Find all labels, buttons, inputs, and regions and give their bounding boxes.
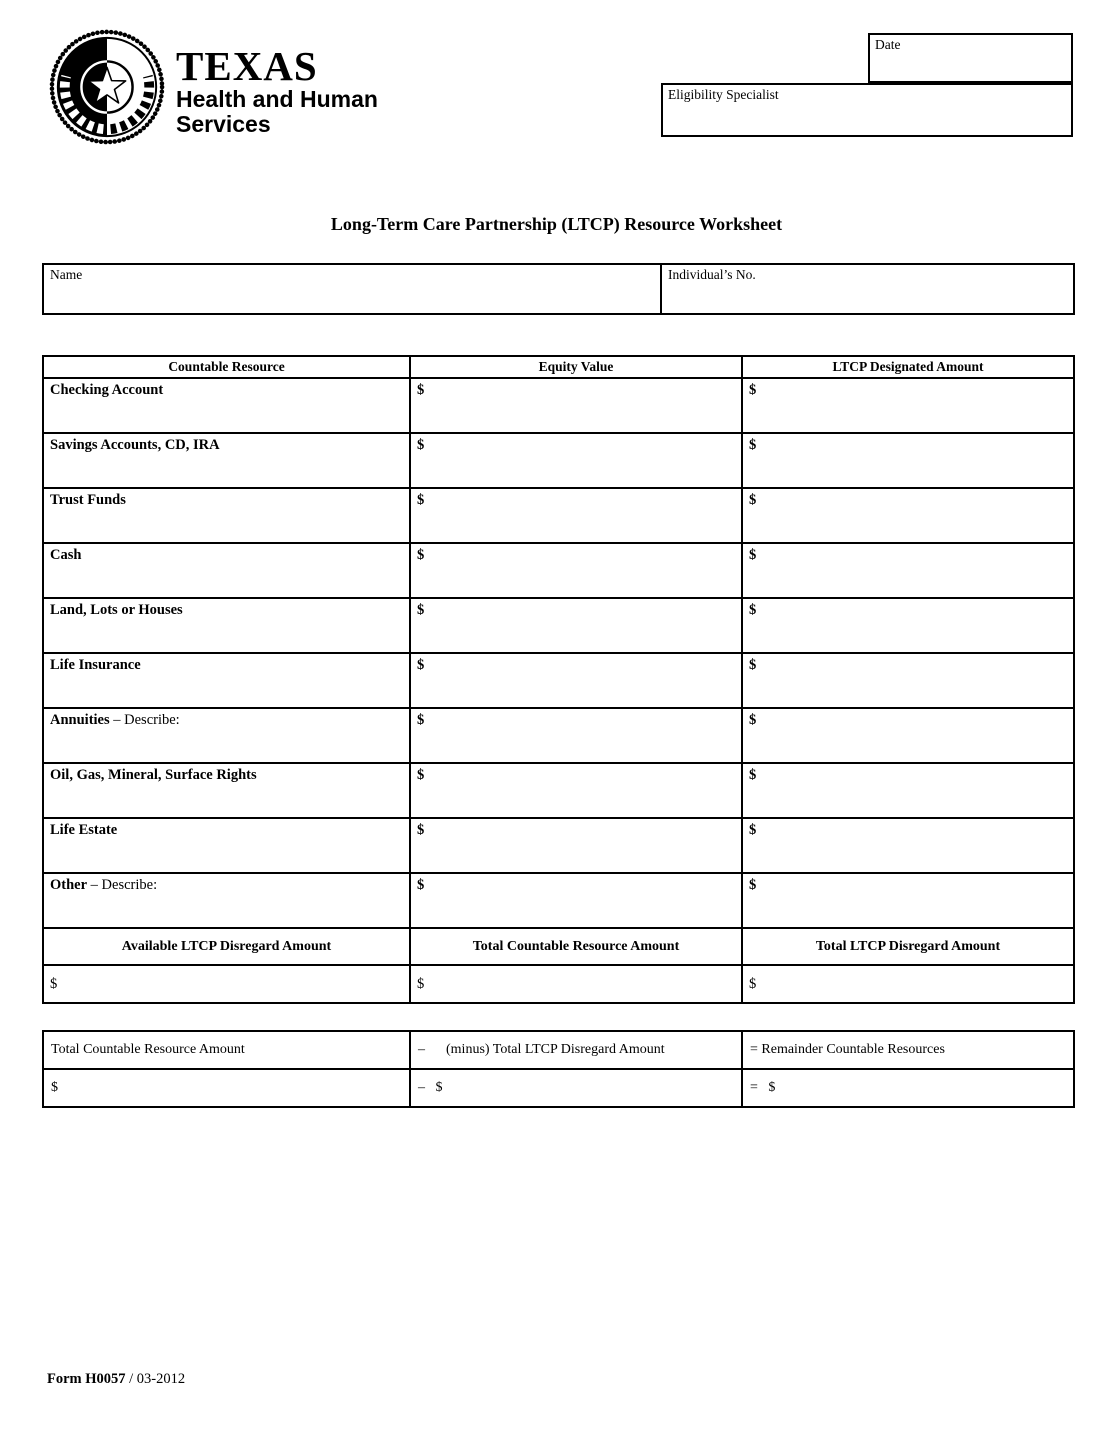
calc-minus-disregard-label: – (minus) Total LTCP Disregard Amount xyxy=(410,1031,742,1069)
dollar-sign: $ xyxy=(749,437,757,453)
dollar-sign: $ xyxy=(749,657,757,673)
individual-no-label: Individual’s No. xyxy=(668,267,756,282)
resource-label-cell xyxy=(43,873,410,928)
logo-agency-line2: Services xyxy=(176,110,271,137)
dollar-sign: $ xyxy=(417,767,425,783)
dollar-sign: $ xyxy=(749,382,757,398)
dollar-sign: $ xyxy=(417,602,425,618)
dollar-sign: $ xyxy=(749,975,757,992)
identity-row xyxy=(43,264,1074,314)
table-row xyxy=(43,653,1074,708)
calc-remainder-cell[interactable]: = $ xyxy=(742,1069,1074,1107)
dollar-sign: $ xyxy=(50,975,58,992)
ltcp-amount-cell[interactable] xyxy=(742,653,1074,708)
header-ltcp-designated-amount: LTCP Designated Amount xyxy=(742,356,1074,378)
resource-label: Life Insurance xyxy=(50,657,141,673)
ltcp-amount-cell[interactable] xyxy=(742,488,1074,543)
dollar-sign: $ xyxy=(749,767,757,783)
equity-value-cell[interactable] xyxy=(410,653,742,708)
individual-no-field[interactable] xyxy=(661,264,1074,314)
calculation-table xyxy=(42,1030,1075,1108)
eligibility-specialist-label: Eligibility Specialist xyxy=(668,87,779,102)
totals-value-row xyxy=(43,965,1074,1003)
ltcp-amount-cell[interactable] xyxy=(742,543,1074,598)
date-field[interactable] xyxy=(868,33,1073,83)
dollar-sign: $ xyxy=(749,712,757,728)
dollar-sign: $ xyxy=(749,602,757,618)
form-title: Long-Term Care Partnership (LTCP) Resource Worksheet xyxy=(330,214,783,234)
resource-label: Life Estate xyxy=(50,822,118,838)
table-row xyxy=(43,488,1074,543)
resource-label-cell xyxy=(43,433,410,488)
equity-value-cell[interactable] xyxy=(410,543,742,598)
equity-value-cell[interactable] xyxy=(410,598,742,653)
table-row xyxy=(43,708,1074,763)
header-equity-value: Equity Value xyxy=(410,356,742,378)
texas-hhs-logo xyxy=(176,43,378,137)
table-row xyxy=(43,873,1074,928)
resource-label: Cash xyxy=(50,547,82,563)
resource-table xyxy=(42,355,1075,1004)
calc-total-countable-label: Total Countable Resource Amount xyxy=(43,1031,410,1069)
calculation-value-row xyxy=(43,1069,1074,1107)
resource-label-cell xyxy=(43,653,410,708)
ltcp-amount-cell[interactable] xyxy=(742,818,1074,873)
form-revision: / 03-2012 xyxy=(125,1371,186,1387)
form-footer xyxy=(47,1371,185,1388)
table-row xyxy=(43,763,1074,818)
dollar-sign: $ xyxy=(417,492,425,508)
form-number: Form H0057 xyxy=(47,1371,126,1387)
dollar-sign: $ xyxy=(417,437,425,453)
resource-label-suffix: – Describe: xyxy=(87,877,158,893)
calc-minus-disregard-cell[interactable]: – $ xyxy=(410,1069,742,1107)
identity-table xyxy=(42,263,1075,315)
table-row xyxy=(43,378,1074,433)
total-ltcp-disregard-cell[interactable] xyxy=(742,965,1074,1003)
ltcp-amount-cell[interactable] xyxy=(742,378,1074,433)
dollar-sign: $ xyxy=(417,822,425,838)
dollar-sign: $ xyxy=(417,712,425,728)
resource-label: Other xyxy=(50,877,88,893)
header-available-ltcp-disregard: Available LTCP Disregard Amount xyxy=(43,928,410,965)
dollar-sign: $ xyxy=(749,877,757,893)
resource-label: Savings Accounts, CD, IRA xyxy=(50,437,220,453)
table-row xyxy=(43,433,1074,488)
resource-label: Checking Account xyxy=(50,382,164,398)
resource-label: Annuities xyxy=(50,712,110,728)
dollar-sign: $ xyxy=(417,657,425,673)
resource-table-header-row xyxy=(43,356,1074,378)
total-countable-resource-cell[interactable] xyxy=(410,965,742,1003)
calc-total-countable-cell[interactable]: $ xyxy=(43,1069,410,1107)
dollar-sign: $ xyxy=(749,492,757,508)
table-row xyxy=(43,818,1074,873)
calc-remainder-label: = Remainder Countable Resources xyxy=(742,1031,1074,1069)
ltcp-amount-cell[interactable] xyxy=(742,433,1074,488)
ltcp-amount-cell[interactable] xyxy=(742,708,1074,763)
ltcp-amount-cell[interactable] xyxy=(742,873,1074,928)
header-total-countable-resource: Total Countable Resource Amount xyxy=(410,928,742,965)
name-label: Name xyxy=(50,267,83,282)
totals-header-row xyxy=(43,928,1074,965)
date-label: Date xyxy=(875,37,901,52)
dollar-sign: $ xyxy=(749,822,757,838)
dollar-sign: $ xyxy=(417,877,425,893)
equity-value-cell[interactable] xyxy=(410,378,742,433)
resource-label-cell xyxy=(43,598,410,653)
equity-value-cell[interactable] xyxy=(410,433,742,488)
ltcp-amount-cell[interactable] xyxy=(742,763,1074,818)
texas-hhs-seal-icon xyxy=(48,28,166,146)
resource-label: Oil, Gas, Mineral, Surface Rights xyxy=(50,767,257,783)
equity-value-cell[interactable] xyxy=(410,708,742,763)
dollar-sign: $ xyxy=(417,382,425,398)
equity-value-cell[interactable] xyxy=(410,763,742,818)
logo-state-text: TEXAS xyxy=(176,43,318,89)
resource-label-cell xyxy=(43,488,410,543)
resource-label-cell xyxy=(43,543,410,598)
equity-value-cell[interactable] xyxy=(410,818,742,873)
ltcp-amount-cell[interactable] xyxy=(742,598,1074,653)
resource-label: Land, Lots or Houses xyxy=(50,602,183,618)
name-field[interactable] xyxy=(43,264,661,314)
available-ltcp-disregard-cell[interactable] xyxy=(43,965,410,1003)
resource-label-cell xyxy=(43,763,410,818)
dollar-sign: $ xyxy=(417,547,425,563)
calculation-header-row xyxy=(43,1031,1074,1069)
resource-label-cell xyxy=(43,378,410,433)
eligibility-specialist-field[interactable] xyxy=(661,83,1073,137)
logo-agency-line1: Health and Human xyxy=(176,86,378,112)
table-row xyxy=(43,598,1074,653)
resource-label: Trust Funds xyxy=(50,492,126,508)
equity-value-cell[interactable] xyxy=(410,488,742,543)
resource-label-suffix: – Describe: xyxy=(109,712,180,728)
header-countable-resource: Countable Resource xyxy=(43,356,410,378)
table-row xyxy=(43,543,1074,598)
resource-label-cell xyxy=(43,708,410,763)
dollar-sign: $ xyxy=(749,547,757,563)
header-total-ltcp-disregard: Total LTCP Disregard Amount xyxy=(742,928,1074,965)
dollar-sign: $ xyxy=(417,975,425,992)
equity-value-cell[interactable] xyxy=(410,873,742,928)
resource-label-cell xyxy=(43,818,410,873)
